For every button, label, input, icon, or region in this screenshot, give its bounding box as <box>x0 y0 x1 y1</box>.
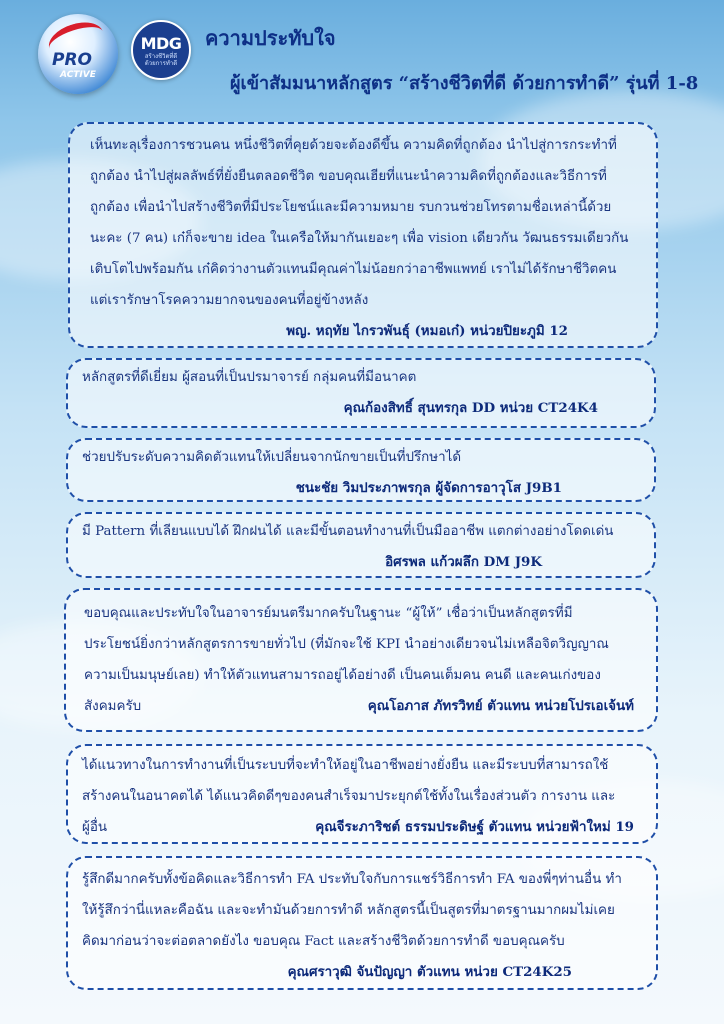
logo-mdg-sub2: ด้วยการทำดี <box>144 60 178 67</box>
page-subtitle: ผู้เข้าสัมมนาหลักสูตร “สร้างชีวิตที่ดี ด้วยการทำดี” รุ่นที่ 1-8 <box>230 73 699 94</box>
testimonial-author: คุณจีระภาริชต์ ธรรมประดิษฐ์ ตัวแทน หน่วยฟ้าใหม่ 19 <box>315 819 634 835</box>
mdg-logo <box>131 20 191 80</box>
testimonial-line: ขอบคุณและประทับใจในอาจารย์มนตรีมากครับในฐานะ “ผู้ให้” เชื่อว่าเป็นหลักสูตรที่มี <box>84 606 573 621</box>
logo-mdg-sub1: สร้างชีวิตที่ดี <box>144 53 178 60</box>
testimonial-card <box>66 856 658 990</box>
testimonial-card <box>68 122 658 348</box>
testimonial-line: ผู้อื่น <box>82 820 108 835</box>
testimonial-line: แต่เรารักษาโรคความยากจนของคนที่อยู่ข้างหลัง <box>90 293 369 308</box>
testimonial-line: ความเป็นมนุษย์เลย) ทำให้ตัวแทนสามารถอยู่ได้อย่างดี เป็นคนเต็มคน คนดี และคนเก่งของ <box>84 668 601 683</box>
logo-active-text: ACTIVE <box>60 70 96 80</box>
page-header <box>0 0 724 110</box>
testimonial-final-row <box>82 812 642 843</box>
testimonial-line: ให้รู้สึกว่านี่แหละคือฉัน และจะทำมันด้วยการทำดี หลักสูตรนี้เป็นสูตรที่มาตรฐานมากผมไม่เคย <box>82 903 615 918</box>
pro-active-logo <box>38 14 118 94</box>
logo-mdg-text: MDG <box>140 34 182 53</box>
testimonial-line: ประโยชน์ยิ่งกว่าหลักสูตรการขายทั่วไป (ที่มักจะใช้ KPI นำอย่างเดียวจนไม่เหลือจิตวิญญาณ <box>84 637 609 652</box>
testimonial-line: เติบโตไปพร้อมกัน เก๋คิดว่างานตัวแทนมีคุณค่าไม่น้อยกว่าอาชีพแพทย์ เราไม่ได้รักษาชีวิตคน <box>90 262 617 277</box>
testimonial-line: ถูกต้อง เพื่อนำไปสร้างชีวิตที่มีประโยชน์และมีความหมาย รบกวนช่วยโทรตามชื่อเหล่านี้ด้วย <box>90 200 612 215</box>
testimonial-line: คิดมาก่อนว่าจะต่อตลาดยังไง ขอบคุณ Fact และสร้างชีวิตด้วยการทำดี ขอบคุณครับ <box>82 934 565 949</box>
testimonial-line: สร้างคนในอนาคตได้ ได้แนวคิดดีๆของคนสำเร็จมาประยุกต์ใช้ทั้งในเรื่องส่วนตัว การงาน และ <box>82 789 616 804</box>
testimonial-card <box>66 358 656 428</box>
testimonial-line: ได้แนวทางในการทำงานที่เป็นระบบที่จะทำให้อยู่ในอาชีพอย่างยั่งยืน และมีระบบที่สามารถใช้ <box>82 758 609 773</box>
testimonial-author: อิศรพล แก้วผลึก DM J9K <box>385 554 542 570</box>
testimonial-line: มี Pattern ที่เลียนแบบได้ ฝึกฝนได้ และมีขั้นตอนทำงานที่เป็นมืออาชีพ แตกต่างอย่างโดดเด่น <box>82 524 614 539</box>
testimonial-card <box>64 588 658 732</box>
testimonial-line: นะคะ (7 คน) เก๋ก็จะขาย idea ในเครือให้มากันเยอะๆ เพื่อ vision เดียวกัน วัฒนธรรมเดียวกัน <box>90 231 629 246</box>
testimonial-final-row <box>84 691 642 722</box>
testimonial-author: ชนะชัย วิมประภาพรกุล ผู้จัดการอาวุโส J9B1 <box>295 480 562 496</box>
testimonial-line: เห็นทะลุเรื่องการชวนคน หนึ่งชีวิตที่คุยด้วยจะต้องดีขึ้น ความคิดที่ถูกต้อง นำไปสู่การกระทำที่ <box>90 138 617 153</box>
testimonial-line: ช่วยปรับระดับความคิดตัวแทนให้เปลี่ยนจากนักขายเป็นที่ปรึกษาได้ <box>82 450 462 465</box>
testimonial-line: รู้สึกดีมากครับทั้งข้อคิดและวิธีการทำ FA ประทับใจกับการแชร์วิธีการทำ FA ของพี่ๆท่านอื่น ทำ <box>82 872 622 887</box>
testimonial-author: คุณศราวุฒิ จันปัญญา ตัวแทน หน่วย CT24K25 <box>287 964 572 980</box>
logo-pro-text: PRO <box>52 50 93 70</box>
testimonial-line: ถูกต้อง นำไปสู่ผลลัพธ์ที่ยั่งยืนตลอดชีวิต ขอบคุณเฮียที่แนะนำความคิดที่ถูกต้องและวิธีการที่ <box>90 169 607 184</box>
testimonial-author: พญ. หฤทัย ไกรวพันธุ์ (หมอเก๋) หน่วยปิยะภูมิ 12 <box>286 323 568 339</box>
testimonial-card <box>66 438 656 502</box>
testimonial-line: หลักสูตรที่ดีเยี่ยม ผู้สอนที่เป็นปรมาจารย์ กลุ่มคนที่มีอนาคต <box>82 370 417 385</box>
testimonial-author: คุณโอภาส ภัทรวิทย์ ตัวแทน หน่วยโปรเอเจ้นท์ <box>367 698 634 714</box>
testimonial-card <box>66 744 658 844</box>
testimonial-card <box>66 512 656 578</box>
testimonial-author: คุณก้องสิทธิ์ สุนทรกุล DD หน่วย CT24K4 <box>343 400 598 416</box>
testimonial-line: สังคมครับ <box>84 699 142 714</box>
page-title: ความประทับใจ <box>205 26 336 50</box>
